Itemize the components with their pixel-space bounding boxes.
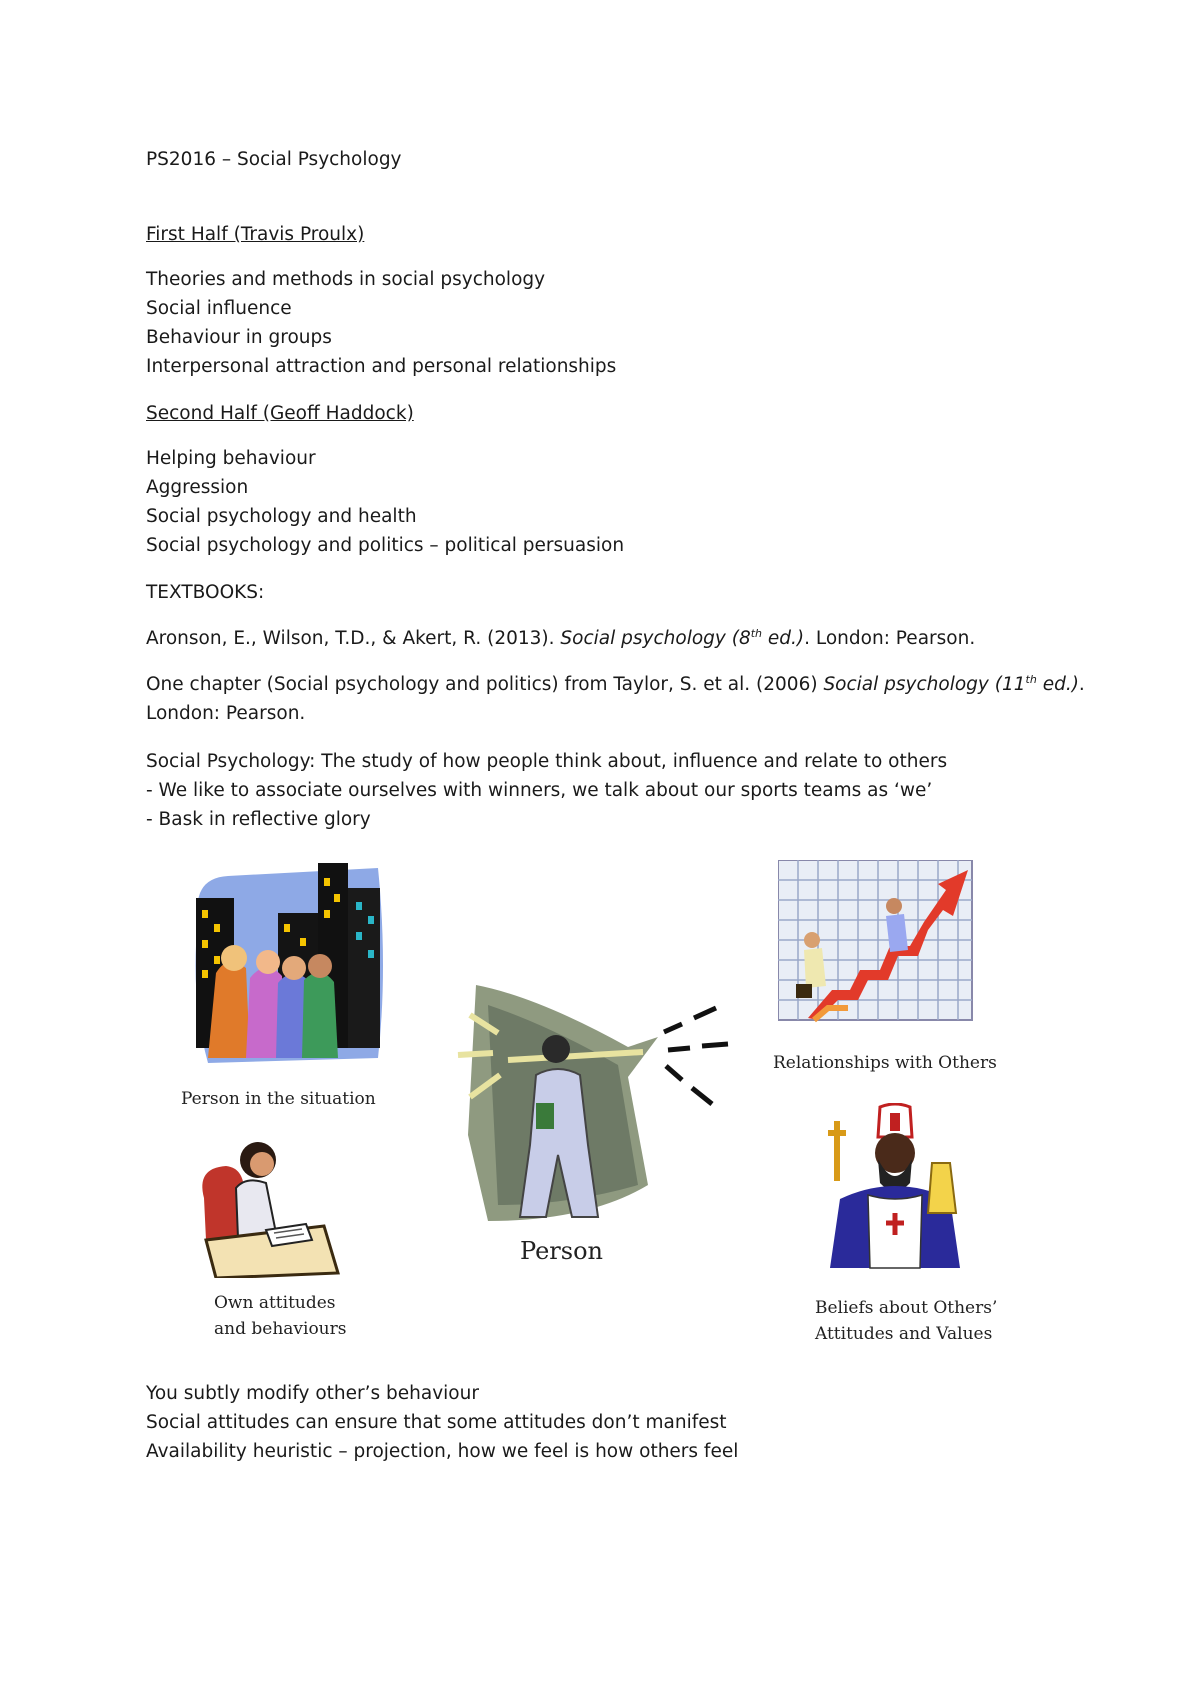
climbing-graph-clipart — [778, 860, 978, 1028]
topic-item: Helping behaviour — [146, 448, 316, 469]
topic-item: Aggression — [146, 477, 249, 498]
reference-2-line2: London: Pearson. — [146, 703, 306, 724]
definition-line: Social Psychology: The study of how people think about, influence and relate to others — [146, 751, 948, 772]
people-in-city-clipart — [188, 858, 388, 1068]
closing-line: You subtly modify other’s behaviour — [146, 1383, 479, 1404]
topic-item: Theories and methods in social psychology — [146, 269, 546, 290]
topic-item: Behaviour in groups — [146, 327, 332, 348]
ref-authors: Aronson, E., Wilson, T.D., & Akert, R. (2013). — [146, 628, 561, 649]
topic-item: Social psychology and politics – political persuasion — [146, 535, 625, 556]
document-title: PS2016 – Social Psychology — [146, 149, 402, 170]
label-beliefs-1: Beliefs about Others’ — [815, 1298, 998, 1318]
dashed-rays-icon — [656, 996, 736, 1120]
textbooks-heading: TEXTBOOKS: — [146, 582, 265, 603]
label-person: Person — [520, 1237, 603, 1265]
person-writing-clipart — [196, 1128, 346, 1278]
label-person-in-situation: Person in the situation — [181, 1089, 376, 1109]
label-relationships: Relationships with Others — [773, 1053, 997, 1073]
definition-line: - We like to associate ourselves with winners, we talk about our sports teams as ‘we’ — [146, 780, 933, 801]
topic-item: Social psychology and health — [146, 506, 417, 527]
reference-2: One chapter (Social psychology and politics) from Taylor, S. et al. (2006) Social psychology (11th ed.). — [146, 672, 1085, 695]
closing-line: Availability heuristic – projection, how we feel is how others feel — [146, 1441, 739, 1462]
label-own-attitudes-2: and behaviours — [214, 1319, 347, 1339]
closing-line: Social attitudes can ensure that some attitudes don’t manifest — [146, 1412, 727, 1433]
topic-item: Social influence — [146, 298, 292, 319]
religious-figure-clipart — [820, 1103, 970, 1273]
definition-line: - Bask in reflective glory — [146, 809, 371, 830]
ref-title: Social psychology (8th ed.) — [560, 626, 805, 649]
ref-title: Social psychology (11th ed.) — [823, 672, 1079, 695]
ref-publisher: . London: Pearson. — [804, 628, 976, 649]
reference-1 — [146, 626, 975, 652]
second-half-heading: Second Half (Geoff Haddock) — [146, 403, 414, 424]
label-own-attitudes-1: Own attitudes — [214, 1293, 336, 1313]
ref-lead: One chapter (Social psychology and politics) from Taylor, S. et al. (2006) — [146, 674, 824, 695]
label-beliefs-2: Attitudes and Values — [815, 1324, 993, 1344]
first-half-heading: First Half (Travis Proulx) — [146, 224, 365, 245]
topic-item: Interpersonal attraction and personal relationships — [146, 356, 617, 377]
